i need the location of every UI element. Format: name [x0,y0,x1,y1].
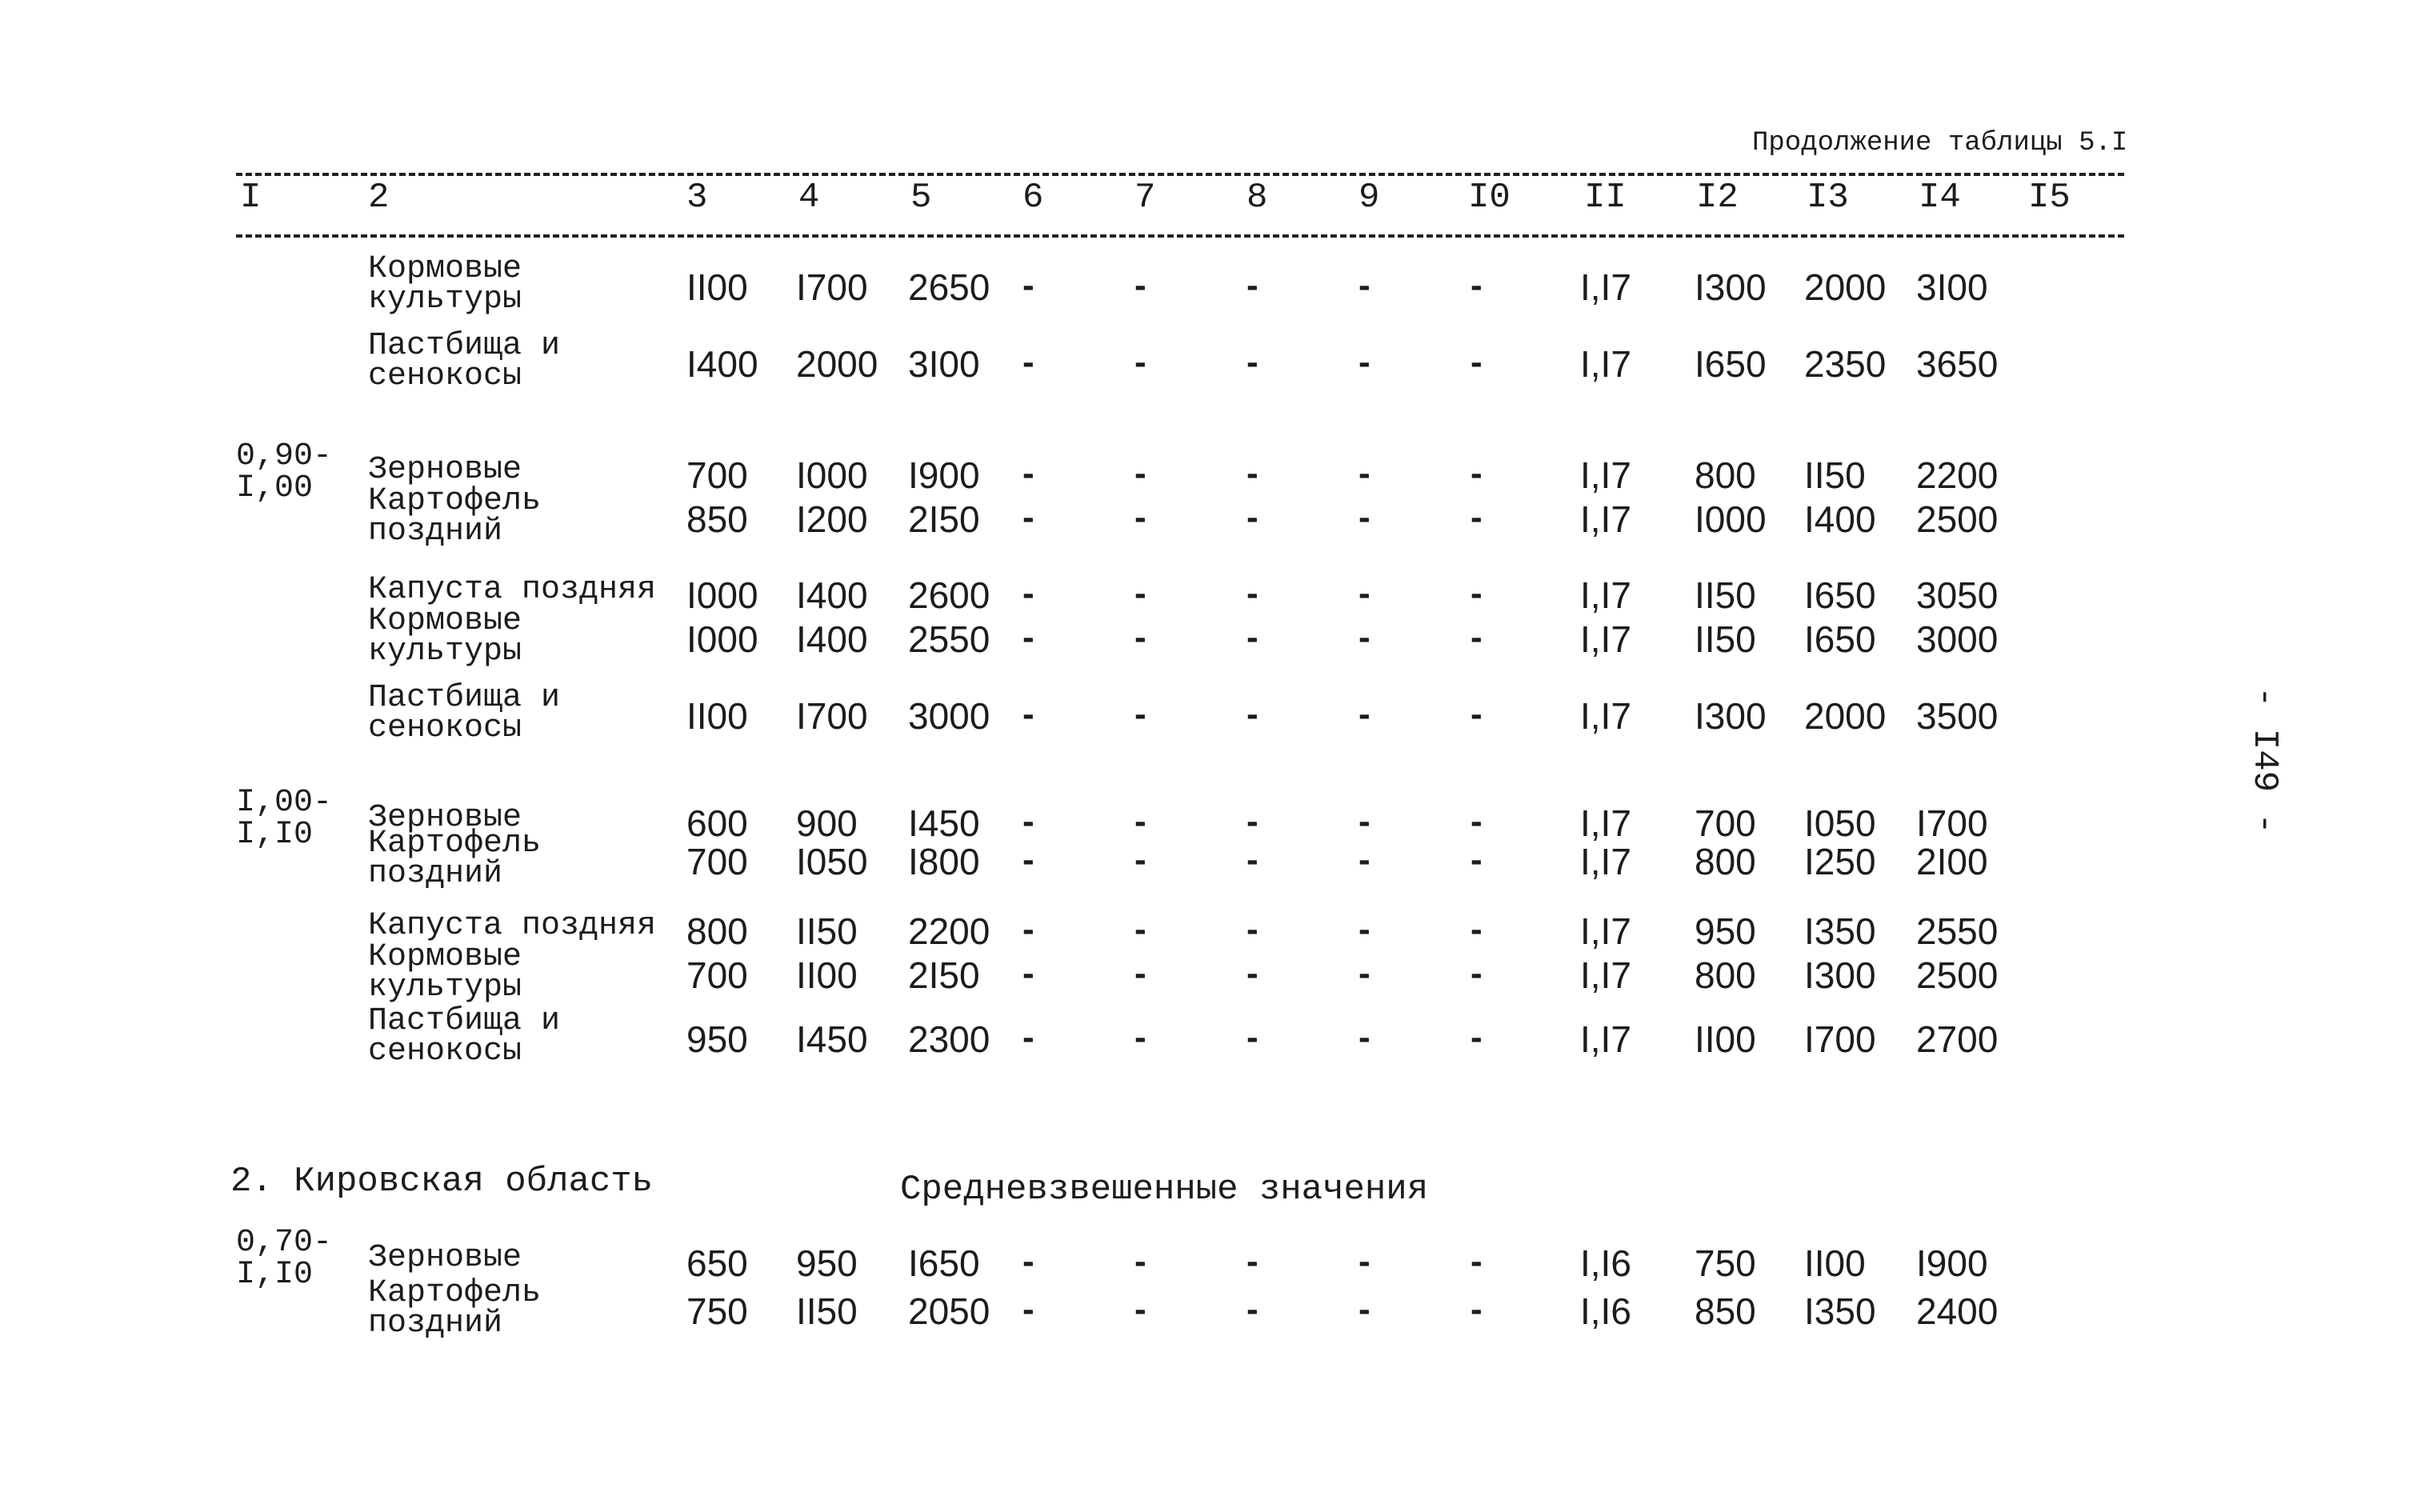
table-cell: I,I7 [1580,266,1631,308]
table-cell: 700 [1695,802,1756,844]
crop-name: Картофель [368,826,542,862]
crop-name: Кормовые [368,251,522,287]
table-cell: I650 [1804,618,1876,660]
header-top-rule [236,173,2124,176]
table-cell: 950 [1695,910,1756,952]
empty-cell: - [1247,840,1259,879]
table-cell: 2200 [908,910,990,952]
empty-cell: - [1359,910,1371,949]
empty-cell: - [1134,840,1146,879]
table-cell: 650 [686,1242,748,1284]
table-cell: I050 [1804,802,1876,844]
table-cell: 700 [686,841,748,882]
table-cell: I000 [686,618,758,660]
empty-cell: - [1359,574,1371,613]
empty-cell: - [1471,618,1483,657]
empty-cell: - [1359,802,1371,841]
empty-cell: - [1022,266,1034,305]
table-cell: 850 [686,498,748,540]
column-header: 6 [1022,178,1044,218]
table-cell: 2I50 [908,498,980,540]
table-cell: I700 [796,266,868,308]
table-cell: I,I7 [1580,1018,1631,1060]
crop-name: Капуста поздняя [368,572,657,608]
table-cell: 2600 [908,574,990,616]
table-cell: I350 [1804,1290,1876,1332]
zone-range: I,00 [236,470,314,506]
table-cell: I,I7 [1580,454,1631,496]
table-cell: I,I7 [1580,954,1631,996]
empty-cell: - [1359,266,1371,305]
empty-cell: - [1022,694,1034,734]
crop-name: сенокосы [368,358,522,394]
table-cell: 2050 [908,1290,990,1332]
column-header: I [240,178,262,218]
table-cell: I000 [796,454,868,496]
empty-cell: - [1247,802,1259,841]
table-cell: I400 [796,618,868,660]
table-cell: I700 [1916,802,1988,844]
crop-name: культуры [368,282,522,318]
zone-range: I,I0 [236,1257,314,1293]
empty-cell: - [1134,1242,1146,1281]
table-cell: 2200 [1916,454,1999,496]
table-cell: 2I00 [1916,841,1988,882]
table-cell: 750 [1695,1242,1756,1284]
table-cell: II50 [796,1290,858,1332]
empty-cell: - [1471,266,1483,305]
table-cell: I700 [1804,1018,1876,1060]
column-header: I4 [1919,178,1961,218]
header-bottom-rule [236,234,2124,238]
crop-name: Кормовые [368,603,522,639]
table-cell: II50 [796,910,858,952]
table-cell: 800 [1695,454,1756,496]
empty-cell: - [1022,618,1034,657]
table-cell: 2700 [1916,1018,1999,1060]
table-cell: I350 [1804,910,1876,952]
crop-name: Капуста поздняя [368,908,657,944]
column-header: 3 [686,178,708,218]
table-cell: 3500 [1916,695,1999,737]
table-cell: 750 [686,1290,748,1332]
column-header: 2 [368,178,390,218]
table-cell: I450 [908,802,980,844]
table-cell: II50 [1804,454,1866,496]
table-cell: 800 [1695,954,1756,996]
empty-cell: - [1022,1290,1034,1329]
empty-cell: - [1471,1242,1483,1281]
table-cell: I,I7 [1580,498,1631,540]
empty-cell: - [1022,342,1034,382]
empty-cell: - [1134,954,1146,993]
table-cell: II50 [1695,574,1756,616]
empty-cell: - [1359,498,1371,537]
empty-cell: - [1471,342,1483,382]
table-cell: 2500 [1916,954,1999,996]
table-cell: I300 [1695,266,1767,308]
table-cell: 2I50 [908,954,980,996]
empty-cell: - [1247,694,1259,734]
table-cell: II00 [1695,1018,1756,1060]
crop-name: Картофель [368,483,542,519]
table-cell: II00 [1804,1242,1866,1284]
table-cell: 600 [686,802,748,844]
empty-cell: - [1022,574,1034,613]
table-cell: I650 [908,1242,980,1284]
table-cell: 2650 [908,266,990,308]
table-cell: II00 [796,954,858,996]
column-header: I2 [1696,178,1739,218]
table-cell: I000 [686,574,758,616]
empty-cell: - [1359,1290,1371,1329]
crop-name: Зерновые [368,800,522,836]
empty-cell: - [1359,1242,1371,1281]
table-cell: 3650 [1916,343,1999,385]
column-header: 8 [1247,178,1268,218]
crop-name: Кормовые [368,939,522,975]
table-cell: I400 [1804,498,1876,540]
table-cell: I050 [796,841,868,882]
empty-cell: - [1471,694,1483,734]
column-header: 4 [798,178,820,218]
section-2-title: 2. Кировская область [230,1162,654,1202]
empty-cell: - [1022,802,1034,841]
table-cell: 3I00 [1916,266,1988,308]
crop-name: поздний [368,1306,503,1342]
empty-cell: - [1247,954,1259,993]
crop-name: культуры [368,970,522,1006]
empty-cell: - [1134,266,1146,305]
column-header: 7 [1134,178,1156,218]
empty-cell: - [1022,498,1034,537]
table-cell: I000 [1695,498,1767,540]
zone-range: I,00- [236,785,333,821]
column-header: I0 [1468,178,1511,218]
zone-range: 0,90- [236,438,333,474]
crop-name: Пастбища и [368,1003,561,1039]
empty-cell: - [1247,266,1259,305]
empty-cell: - [1022,954,1034,993]
table-cell: I650 [1695,343,1767,385]
table-cell: 2300 [908,1018,990,1060]
column-header: 9 [1359,178,1380,218]
empty-cell: - [1359,1018,1371,1057]
empty-cell: - [1134,1290,1146,1329]
table-cell: I650 [1804,574,1876,616]
table-cell: II00 [686,266,748,308]
table-cell: 2500 [1916,498,1999,540]
zone-range: 0,70- [236,1225,333,1261]
table-cell: I700 [796,695,868,737]
table-cell: I800 [908,841,980,882]
column-header: I3 [1807,178,1849,218]
crop-name: Зерновые [368,452,522,488]
empty-cell: - [1247,910,1259,949]
table-cell: 900 [796,802,858,844]
table-cell: 800 [686,910,748,952]
table-cell: I300 [1804,954,1876,996]
table-cell: I,I7 [1580,618,1631,660]
crop-name: культуры [368,634,522,670]
crop-name: Пастбища и [368,680,561,716]
empty-cell: - [1022,1242,1034,1281]
empty-cell: - [1359,694,1371,734]
table-cell: 800 [1695,841,1756,882]
empty-cell: - [1471,454,1483,493]
table-cell: I450 [796,1018,868,1060]
table-cell: I400 [796,574,868,616]
table-cell: 700 [686,454,748,496]
crop-name: сенокосы [368,1034,522,1070]
table-cell: 3000 [908,695,990,737]
crop-name: Картофель [368,1275,542,1311]
table-cell: 950 [686,1018,748,1060]
empty-cell: - [1471,802,1483,841]
table-cell: II50 [1695,618,1756,660]
table-cell: I900 [1916,1242,1988,1284]
empty-cell: - [1134,342,1146,382]
section-2-subtitle: Средневзвешенные значения [900,1170,1429,1210]
empty-cell: - [1247,454,1259,493]
crop-name: поздний [368,514,503,550]
empty-cell: - [1471,910,1483,949]
table-cell: I,I7 [1580,574,1631,616]
continuation-title: Продолжение таблицы 5.I [1752,128,2128,158]
empty-cell: - [1134,802,1146,841]
empty-cell: - [1247,498,1259,537]
table-cell: I,I7 [1580,910,1631,952]
table-cell: 700 [686,954,748,996]
table-cell: I,I7 [1580,802,1631,844]
empty-cell: - [1471,840,1483,879]
table-cell: I900 [908,454,980,496]
empty-cell: - [1471,1018,1483,1057]
empty-cell: - [1247,618,1259,657]
empty-cell: - [1471,574,1483,613]
table-cell: 2000 [1804,695,1887,737]
column-header: 5 [910,178,932,218]
crop-name: сенокосы [368,710,522,746]
empty-cell: - [1134,910,1146,949]
table-cell: I400 [686,343,758,385]
table-cell: 3050 [1916,574,1999,616]
table-cell: 2000 [796,343,878,385]
table-cell: I250 [1804,841,1876,882]
empty-cell: - [1134,574,1146,613]
table-cell: 850 [1695,1290,1756,1332]
empty-cell: - [1022,1018,1034,1057]
table-cell: I300 [1695,695,1767,737]
table-cell: 2350 [1804,343,1887,385]
empty-cell: - [1134,498,1146,537]
empty-cell: - [1247,1290,1259,1329]
table-cell: 2550 [1916,910,1999,952]
empty-cell: - [1247,342,1259,382]
empty-cell: - [1359,840,1371,879]
table-cell: 3I00 [908,343,980,385]
empty-cell: - [1134,1018,1146,1057]
column-header: II [1584,178,1627,218]
table-cell: I,I7 [1580,695,1631,737]
empty-cell: - [1359,954,1371,993]
crop-name: Зерновые [368,1240,522,1276]
empty-cell: - [1247,1018,1259,1057]
empty-cell: - [1359,618,1371,657]
empty-cell: - [1359,342,1371,382]
empty-cell: - [1134,454,1146,493]
table-cell: I,I7 [1580,343,1631,385]
empty-cell: - [1471,1290,1483,1329]
zone-range: I,I0 [236,817,314,853]
crop-name: Пастбища и [368,328,561,364]
empty-cell: - [1022,840,1034,879]
table-cell: I,I6 [1580,1290,1631,1332]
table-cell: I200 [796,498,868,540]
table-cell: 2000 [1804,266,1887,308]
empty-cell: - [1134,694,1146,734]
empty-cell: - [1022,454,1034,493]
empty-cell: - [1471,498,1483,537]
empty-cell: - [1359,454,1371,493]
empty-cell: - [1471,954,1483,993]
table-cell: 950 [796,1242,858,1284]
table-cell: 3000 [1916,618,1999,660]
empty-cell: - [1247,1242,1259,1281]
table-cell: II00 [686,695,748,737]
table-cell: 2550 [908,618,990,660]
crop-name: поздний [368,856,503,892]
column-header: I5 [2028,178,2071,218]
table-cell: 2400 [1916,1290,1999,1332]
table-cell: I,I6 [1580,1242,1631,1284]
table-cell: I,I7 [1580,841,1631,882]
empty-cell: - [1247,574,1259,613]
empty-cell: - [1134,618,1146,657]
empty-cell: - [1022,910,1034,949]
page-number: - I49 - [2244,686,2284,834]
